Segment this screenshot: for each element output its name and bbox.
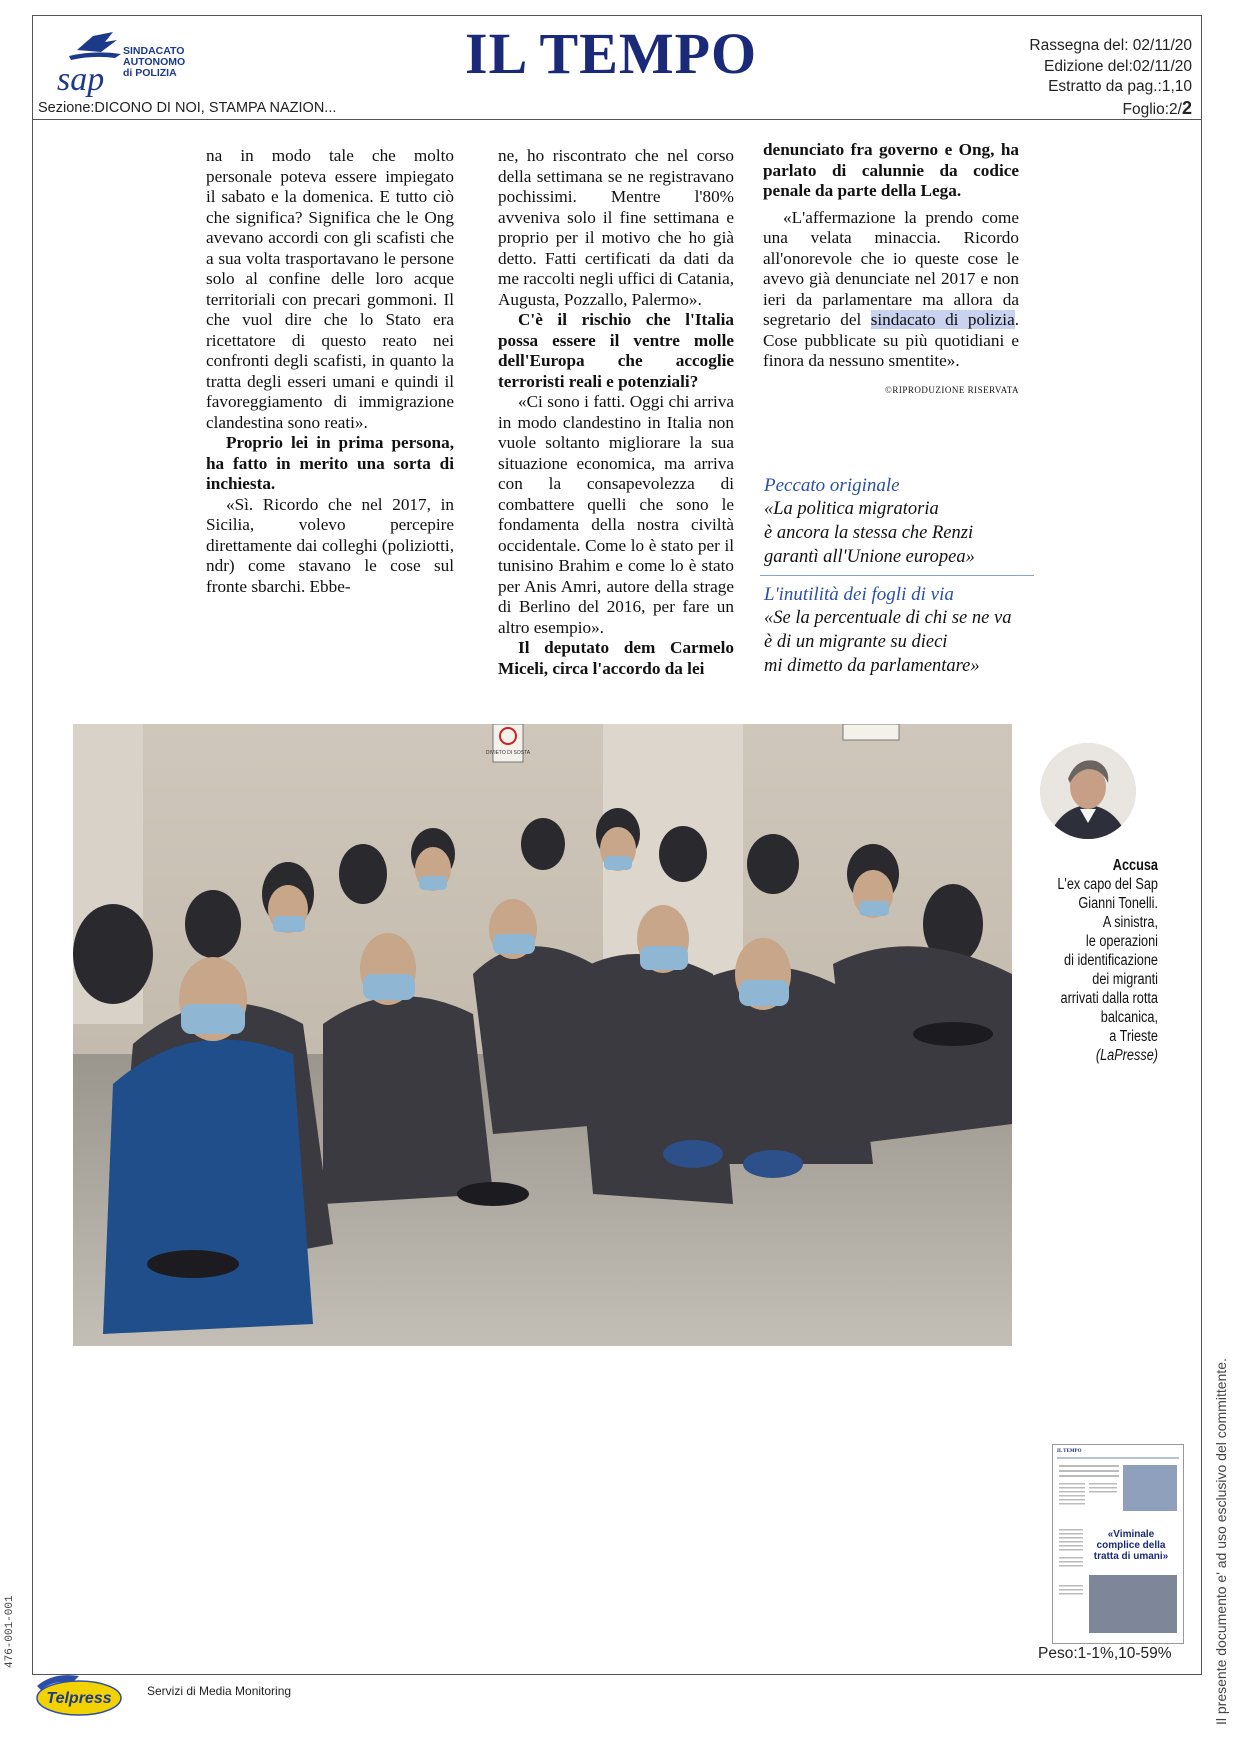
copyright-notice: ©RIPRODUZIONE RISERVATA <box>885 384 1019 395</box>
quote-line: «Se la percentuale di chi se ne va <box>764 608 1012 628</box>
foglio-number: 2 <box>1181 97 1192 118</box>
interview-question <box>763 140 1019 202</box>
document-id: 476-001-001 <box>4 1595 16 1668</box>
thumbnail-masthead: IL TEMPO <box>1057 1449 1082 1454</box>
header-separator <box>32 119 1202 120</box>
sap-line-1: SINDACATO <box>123 45 185 57</box>
question-text: Proprio lei in prima persona, ha fatto in merito una sorta di inchiesta. <box>206 433 454 493</box>
quote-line: è di un migrante su dieci <box>764 632 948 652</box>
migrants-photo <box>73 724 1012 1346</box>
telpress-logo <box>33 1670 129 1718</box>
question-text: denunciato fra governo e Ong, ha parlato di calunnie da codice penale da parte della Lega. <box>763 140 1019 200</box>
quote-title: Peccato originale <box>764 475 900 496</box>
quote-line: «La politica migratoria <box>764 499 939 519</box>
telpress-brand: Telpress <box>46 1690 112 1707</box>
foglio-label: Foglio:2/ <box>1122 100 1182 118</box>
caption-line: le operazioni <box>1085 933 1158 950</box>
estratto-pages: Estratto da pag.:1,10 <box>1048 78 1192 95</box>
rassegna-date: Rassegna del: 02/11/20 <box>1029 37 1192 54</box>
quote-line: garantì all'Unione europea» <box>764 547 975 567</box>
paragraph: «Sì. Ricordo che nel 2017, in Sicilia, volevo percepire direttamente dai colleghi (poliziotti, ndr) come stavano le cose sul fronte sbarchi. Ebbe- <box>206 494 454 596</box>
sap-line-2: AUTONOMO <box>123 56 186 68</box>
peso-label: Peso:1-1%,10-59% <box>1038 1645 1172 1662</box>
paragraph: na in modo tale che molto personale poteva essere impiegato il sabato e la domenica. E tutto ciò che significa? Significa che le Ong avevano accordi con gli scafisti che a sua volta trasportavano le persone solo al confine delle loro acque territoriali con precari gommoni. Il che vuol dire che lo Stato era ricettatore di questo reato nei confronti degli scafisti, in quanto la tratta degli esseri umani e quindi il favoreggiamento di immigrazione clandestina sono reati». <box>206 146 454 432</box>
photo-illustration <box>73 724 1012 1346</box>
page-thumbnail <box>1052 1444 1184 1644</box>
caption-line: balcanica, <box>1100 1009 1158 1026</box>
question-text: Il deputato dem Carmelo Miceli, circa l'accordo da lei <box>498 638 734 678</box>
section-label: Sezione:DICONO DI NOI, STAMPA NAZION... <box>38 100 337 116</box>
paragraph: ne, ho riscontrato che nel corso della settimana se ne registravano pochissimi. Mentre l'80% avveniva solo il fine settimana e proprio per il motivo che ho già detto. Fatti certificati da dati da me raccolti negli uffici di Catania, Augusta, Pozzallo, Palermo». <box>498 146 734 309</box>
interview-question <box>498 310 734 392</box>
newspaper-masthead: IL TEMPO <box>465 21 758 86</box>
article-column-1 <box>206 146 454 597</box>
article-column-2 <box>498 146 734 679</box>
caption-line: dei migranti <box>1092 971 1158 988</box>
caption-line: arrivati dalla rotta <box>1060 990 1158 1007</box>
exclusive-use-notice: Il presente documento e' ad uso esclusivo del committente. <box>1213 1358 1229 1725</box>
caption-line: di identificazione <box>1064 952 1158 969</box>
caption-line: L'ex capo del Sap <box>1057 876 1158 893</box>
caption-line: Gianni Tonelli. <box>1078 895 1158 912</box>
portrait-photo <box>1040 743 1136 839</box>
quote-title: L'inutilità dei fogli di via <box>764 584 954 605</box>
quote-divider <box>760 575 1034 576</box>
quote-line: mi dimetto da parlamentare» <box>764 656 980 676</box>
interview-question <box>498 638 734 679</box>
footer-services: Servizi di Media Monitoring <box>147 1684 292 1698</box>
sap-logo-text <box>123 46 185 79</box>
answer-text-end: . Cose pubblicate su più quotidiani e finora da nessuno smentite». <box>763 310 1019 370</box>
paragraph <box>763 208 1019 372</box>
question-text: C'è il rischio che l'Italia possa essere il ventre molle dell'Europa che accoglie terroristi reali e potenziali? <box>498 310 734 391</box>
photo-credit: (LaPresse) <box>1095 1047 1158 1064</box>
svg-text:sap: sap <box>57 61 105 98</box>
answer-text: «L'affermazione la prendo come una velata minaccia. Ricordo all'onorevole che io queste cose le avevo già denunciate nel 2017 e non ieri da parlamentare ma allora da segretario del <box>763 207 1019 329</box>
paragraph: «Ci sono i fatti. Oggi chi arriva in modo clandestino in Italia non vuole soltanto migliorare la sua situazione economica, ma arriva con la consapevolezza di combattere quelli che sono le fondamenta della nostra civiltà occidentale. Come lo è stato per il tunisino Brahim e come lo è stato per Anis Amri, autore della strage di Berlino del 2016, per fare un altro esempio». <box>498 392 734 637</box>
caption-line: A sinistra, <box>1102 914 1158 931</box>
highlighted-text: sindacato di polizia <box>870 310 1015 329</box>
thumbnail-headline: «Viminale complice della tratta di umani» <box>1093 1529 1169 1562</box>
document-meta <box>1029 36 1192 120</box>
pull-quotes <box>764 475 1034 678</box>
sap-line-3: di POLIZIA <box>123 67 177 79</box>
edizione-date: Edizione del:02/11/20 <box>1044 57 1192 75</box>
caption-title: Accusa <box>1112 857 1158 874</box>
photo-caption <box>1045 856 1158 1065</box>
quote-line: è ancora la stessa che Renzi <box>764 523 974 543</box>
sign-text: DIVIETO DI SOSTA <box>485 750 531 756</box>
caption-line: a Trieste <box>1109 1028 1158 1045</box>
article-column-3 <box>763 140 1019 400</box>
interview-question <box>206 433 454 495</box>
foglio <box>1029 98 1192 121</box>
